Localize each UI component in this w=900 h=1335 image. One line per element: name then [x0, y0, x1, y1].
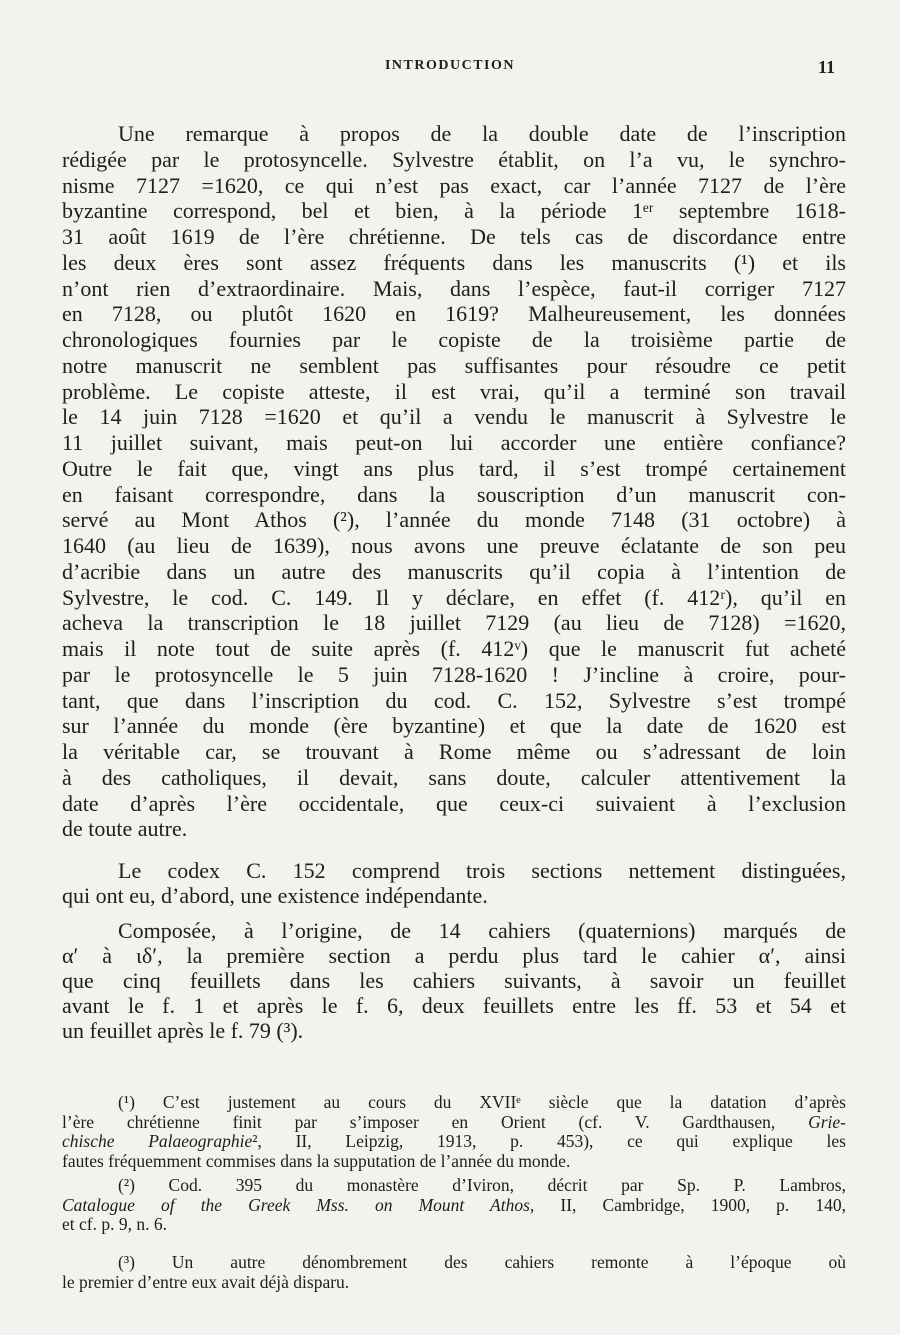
paragraph-1-line: à des catholiques, il devait, sans doute, calculer attentivement la — [62, 764, 846, 790]
paragraph-1-line: nisme 7127 =1620, ce qui n’est pas exact, car l’année 7127 de l’ère — [62, 172, 846, 198]
paragraph-3-line: un feuillet après le f. 79 (³). — [62, 1018, 304, 1043]
footnote-2-line — [118, 1175, 846, 1196]
italic-title: chische Palaeographie — [62, 1131, 253, 1151]
footnote-text: (²) Cod. 395 du monastère d’Iviron, décrit par Sp. P. Lambros, — [118, 1175, 846, 1195]
footnote-1-line — [62, 1112, 846, 1133]
paragraph-1-line: date d’après l’ère occidentale, que ceux-ci suivaient à l’exclusion — [62, 790, 846, 816]
footnote-text: , II, Cambridge, 1900, p. 140, — [529, 1194, 846, 1215]
paragraph-1-line: acheva la transcription le 18 juillet 7129 (au lieu de 7128) =1620, — [62, 610, 846, 636]
footnote-text: l’ère chrétienne finit par s’imposer en Orient (cf. V. Gardthausen, — [62, 1111, 809, 1132]
paragraph-1-line: 31 août 1619 de l’ère chrétienne. De tels cas de discordance entre — [62, 224, 846, 249]
footnote-3-line — [62, 1272, 846, 1293]
paragraph-3-line: avant le f. 1 et après le f. 6, deux feuillets entre les ff. 53 et 54 et — [62, 993, 846, 1018]
footnote-3-line — [118, 1252, 846, 1273]
paragraph-1-line: de toute autre. — [62, 816, 188, 842]
paragraph-1-line: notre manuscrit ne semblent pas suffisantes pour résoudre ce petit — [62, 352, 846, 378]
italic-title: Grie- — [808, 1111, 846, 1132]
paragraph-1-line: rédigée par le protosyncelle. Sylvestre établit, on l’a vu, le synchro- — [62, 146, 846, 172]
footnote-2-line — [62, 1195, 846, 1216]
footnote-1-line — [118, 1092, 846, 1113]
paragraph-1-line: par le protosyncelle le 5 juin 7128-1620 ! J’incline à croire, pour- — [62, 661, 846, 687]
paragraph-1-line: le 14 juin 7128 =1620 et qu’il a vendu le manuscrit à Sylvestre le — [62, 404, 846, 430]
footnote-text: et cf. p. 9, n. 6. — [62, 1214, 167, 1234]
paragraph-1-line: en 7128, ou plutôt 1620 en 1619? Malheureusement, les données — [62, 301, 846, 327]
footnote-text: fautes fréquemment commises dans la supputation de l’année du monde. — [62, 1150, 571, 1171]
paragraph-3-line: α′ à ιδ′, la première section a perdu plus tard le cahier α′, ainsi — [62, 943, 846, 968]
paragraph-1-line: en faisant correspondre, dans la souscription d’un manuscrit con- — [62, 481, 846, 507]
paragraph-1-line: d’acribie dans un autre des manuscrits qu’il copia à l’intention de — [62, 558, 846, 584]
paragraph-1-line: les deux ères sont assez fréquents dans les manuscrits (¹) et ils — [62, 249, 846, 275]
running-title: INTRODUCTION — [384, 58, 515, 73]
paragraph-1-line: n’ont rien d’extraordinaire. Mais, dans l’espèce, faut-il corriger 7127 — [62, 275, 846, 301]
paragraph-1-line: Sylvestre, le cod. C. 149. Il y déclare, en effet (f. 412ʳ), qu’il en — [62, 584, 846, 610]
paragraph-1-line: mais il note tout de suite après (f. 412ᵛ) que le manuscrit fut acheté — [62, 636, 846, 661]
footnote-text: (³) Un autre dénombrement des cahiers remonte à l’époque où — [118, 1252, 846, 1272]
paragraph-2-line: Le codex C. 152 comprend trois sections nettement distinguées, — [118, 858, 846, 883]
paragraph-1-line: chronologiques fournies par le copiste de la troisième partie de — [62, 327, 846, 352]
paragraph-3-line: Composée, à l’origine, de 14 cahiers (quaternions) marqués de — [118, 918, 846, 943]
paragraph-1-line: la véritable car, se trouvant à Rome même ou s’adressant de loin — [62, 739, 846, 764]
footnote-1-line — [62, 1151, 846, 1172]
paragraph-1-line: Une remarque à propos de la double date de l’inscription — [118, 121, 846, 146]
footnote-text: ², II, Leipzig, 1913, p. 453), ce qui explique les — [252, 1131, 846, 1151]
paragraph-2-line: qui ont eu, d’abord, une existence indépendante. — [62, 883, 488, 908]
paragraph-1-line: 11 juillet suivant, mais peut-on lui accorder une entière confiance? — [62, 430, 846, 455]
footnote-text: le premier d’entre eux avait déjà disparu. — [62, 1271, 350, 1292]
footnote-1-line — [62, 1131, 846, 1152]
footnote-2-line — [62, 1214, 846, 1235]
page-number: 11 — [818, 57, 836, 77]
paragraph-1-line: byzantine correspond, bel et bien, à la période 1ᵉʳ septembre 1618- — [62, 198, 846, 224]
footnote-text: (¹) C’est justement au cours du XVIIᵉ siècle que la datation d’après — [118, 1092, 846, 1112]
paragraph-1-line: problème. Le copiste atteste, il est vrai, qu’il a terminé son travail — [62, 378, 846, 404]
paragraph-3-line: que cinq feuillets dans les cahiers suivants, à savoir un feuillet — [62, 968, 846, 993]
paragraph-1-line: Outre le fait que, vingt ans plus tard, il s’est trompé certainement — [62, 455, 846, 481]
paragraph-1-line: sur l’année du monde (ère byzantine) et que la date de 1620 est — [62, 713, 846, 739]
paragraph-1-line: servé au Mont Athos (²), l’année du monde 7148 (31 octobre) à — [62, 507, 846, 533]
paragraph-1-line: 1640 (au lieu de 1639), nous avons une preuve éclatante de son peu — [62, 533, 846, 558]
paragraph-1-line: tant, que dans l’inscription du cod. C. 152, Sylvestre s’est trompé — [62, 687, 846, 713]
italic-title: Catalogue of the Greek Mss. on Mount Athos — [62, 1194, 530, 1215]
